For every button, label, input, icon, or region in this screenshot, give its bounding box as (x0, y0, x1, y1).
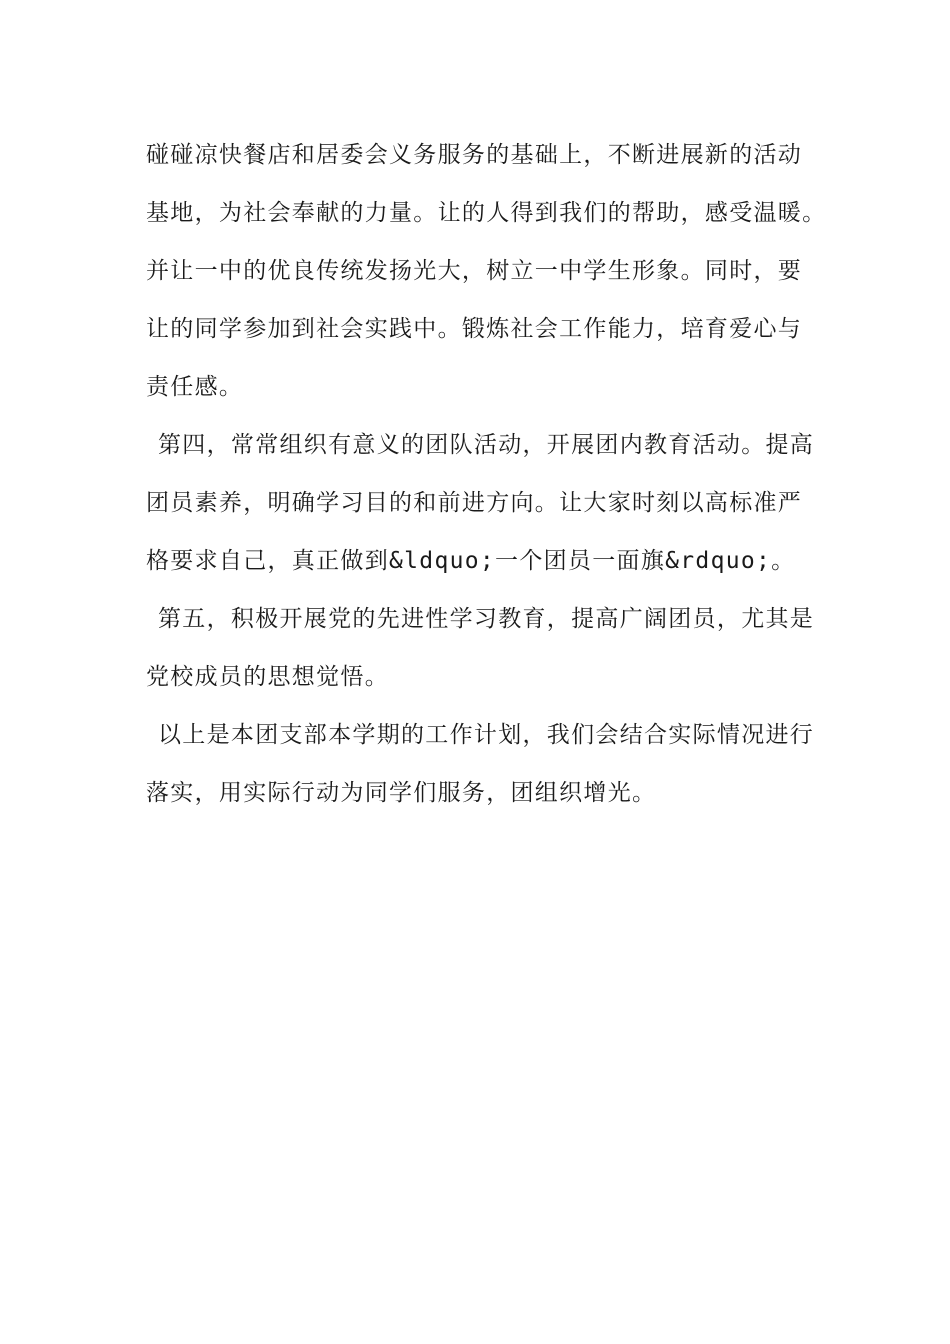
body-text (146, 126, 826, 822)
text-line-11: 以上是本团支部本学期的工作计划，我们会结合实际情况进行 (158, 722, 815, 748)
text-line-10: 党校成员的思想觉悟。 (146, 664, 389, 690)
text-line-8: 格要求自己，真正做到&ldquo;一个团员一面旗&rdquo;。 (146, 548, 796, 574)
text-line-1: 碰碰凉快餐店和居委会义务服务的基础上，不断进展新的活动 (146, 142, 803, 168)
text-line-12: 落实，用实际行动为同学们服务，团组织增光。 (146, 780, 657, 806)
text-line-3: 并让一中的优良传统发扬光大，树立一中学生形象。同时，要 (146, 258, 803, 284)
text-line-4: 让的同学参加到社会实践中。锻炼社会工作能力，培育爱心与 (146, 316, 803, 342)
text-line-6: 第四，常常组织有意义的团队活动，开展团内教育活动。提高 (158, 432, 815, 458)
text-line-2: 基地，为社会奉献的力量。让的人得到我们的帮助，感受温暖。 (146, 200, 827, 226)
text-line-7: 团员素养，明确学习目的和前进方向。让大家时刻以高标准严 (146, 490, 803, 516)
text-line-9: 第五，积极开展党的先进性学习教育，提高广阔团员，尤其是 (158, 606, 815, 632)
text-line-5: 责任感。 (146, 374, 244, 400)
